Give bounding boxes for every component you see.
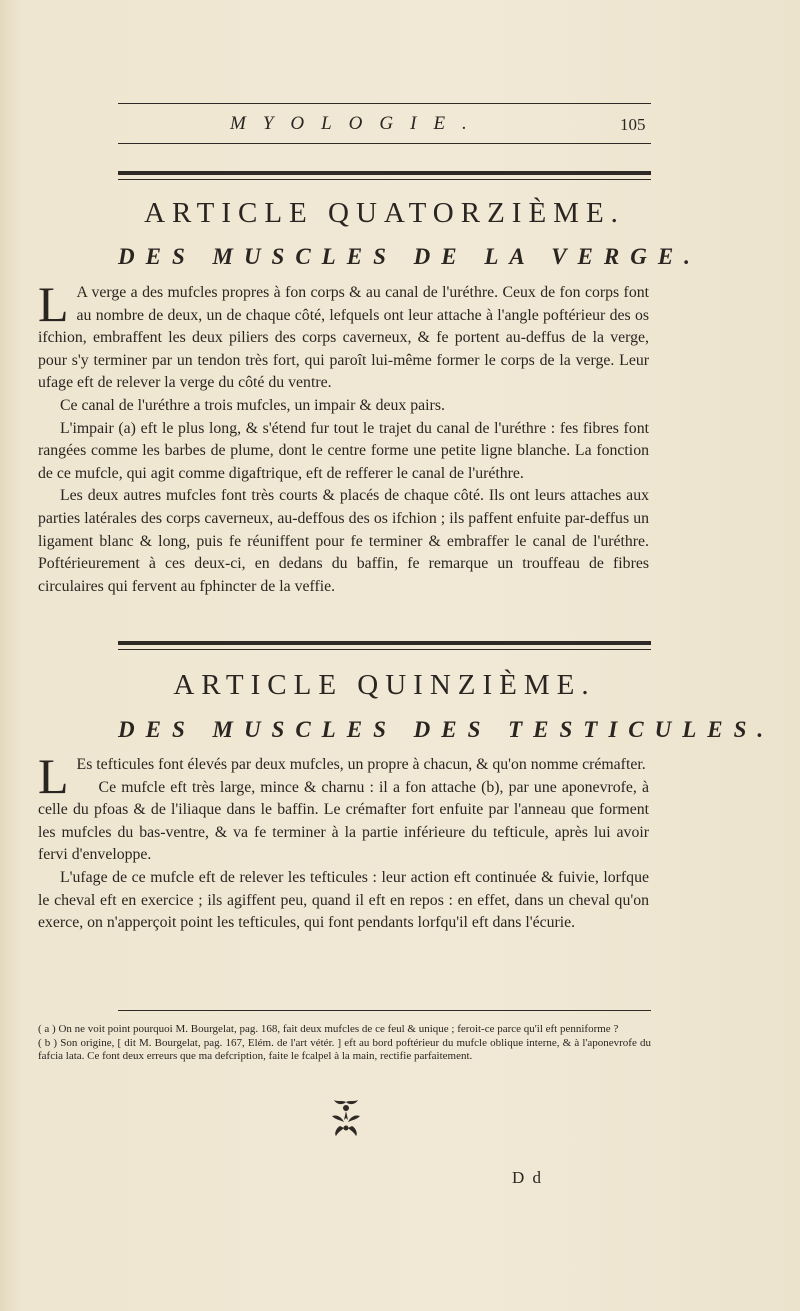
page-number: 105 (620, 115, 646, 134)
article-15-top-rule (118, 641, 651, 645)
signature-mark: D d (512, 1168, 544, 1187)
article-15-title: ARTICLE QUINZIÈME. (173, 669, 596, 701)
article-15-paragraph-1-text: Es tefticules font élevés par deux mufcles, un propre à chacun, & qu'on nomme crémafter. (76, 756, 646, 773)
dropcap-letter: L (38, 276, 69, 332)
article-14-title: ARTICLE QUATORZIÈME. (144, 197, 625, 229)
article-14-paragraph-1-text: A verge a des mufcles propres à fon corps & au canal de l'uréthre. Ceux de fon corps font au nombre de deux, un de chaque côté, lefquels ont leur attache à l'angle poftérieur des os ifchion, embraffent les deux piliers des corps caverneux, & fe portent au-deffus de la verge, pour s'y terminer par un tendon très fort, qui paroît lui-même former le corps de la verge. Leur ufage eft de relever la verge du côté du ventre. (38, 284, 649, 392)
footnote-rule (118, 1010, 651, 1011)
article-15-top-rule-thin (118, 649, 651, 650)
article-14-paragraph-2: Ce canal de l'uréthre a trois mufcles, un impair & deux pairs. (60, 396, 445, 414)
article-15-subtitle: DES MUSCLES DES TESTICULES. (118, 717, 775, 742)
article-14-top-rule-thin (118, 179, 651, 180)
article-14-subtitle: DES MUSCLES DE LA VERGE. (118, 244, 701, 269)
footnote-a: ( a ) On ne voit point pourquoi M. Bourgelat, pag. 168, fait deux mufcles de ce feul & unique ; feroit-ce parce qu'il eft penniforme ? (38, 1023, 619, 1035)
article-14-paragraph-1 (38, 276, 649, 395)
article-15-paragraph-3: L'ufage de ce mufcle eft de relever les tefticules : leur action eft continuée & fuivie, lorfque le cheval eft en exercice ; ils agiffent peu, quand il eft en repos : en effet, dans un cheval qu'on exerce, on n'apperçoit point les tefticules, qui font pendants lorfqu'il eft dans l'écurie. (38, 868, 649, 932)
footnotes (38, 1023, 651, 1064)
header-top-rule (118, 103, 651, 104)
article-14-top-rule (118, 171, 651, 175)
article-15-body (38, 748, 649, 935)
article-15-paragraph-1 (38, 748, 649, 804)
article-15-paragraph-2: Ce mufcle eft très large, mince & charnu : il a fon attache (b), par une aponevrofe, à celle du pfoas & de l'iliaque dans le baffin. Le crémafter fort enfuite par l'anneau que forment les mufcles du bas-ventre, & va fe terminer à la partie inférieure du tefticule, après lui avoir fervi d'enveloppe. (38, 778, 649, 864)
article-14-paragraph-3: L'impair (a) eft le plus long, & s'étend fur tout le trajet du canal de l'uréthre : fes fibres font rangées comme les barbes de plume, dont le centre forme une petite ligne blanche. La fonction de ce mufcle, qui agit comme digaftrique, eft de refferer le canal de l'uréthre. (38, 419, 649, 482)
header-bottom-rule (118, 143, 651, 144)
footnote-b: ( b ) Son origine, [ dit M. Bourgelat, pag. 167, Elém. de l'art vétér. ] eft au bord poftérieur du mufcle oblique interne, & à l'aponevrofe du fafcia lata. Ce font deux erreurs que ma defcription, faite le fcalpel à la main, rectifie parfaitement. (38, 1036, 651, 1062)
dropcap-letter: L (38, 748, 69, 804)
article-14-body (38, 276, 649, 598)
article-14-paragraph-4: Les deux autres mufcles font très courts & placés de chaque côté. Ils ont leurs attaches aux parties latérales des corps caverneux, au-deffous des os ifchion ; ils paffent enfuite par-deffus un ligament blanc & long, puis fe réuniffent pour fe terminer & embraffer le canal de l'uréthre. Poftérieurement à ces deux-ci, en dedans du baffin, fe remarque un trouffeau de fibres circulaires qui fervent au fphincter de la veffie. (38, 487, 649, 595)
running-title: MYOLOGIE. (230, 113, 484, 134)
fleuron-ornament-icon (322, 1098, 370, 1138)
